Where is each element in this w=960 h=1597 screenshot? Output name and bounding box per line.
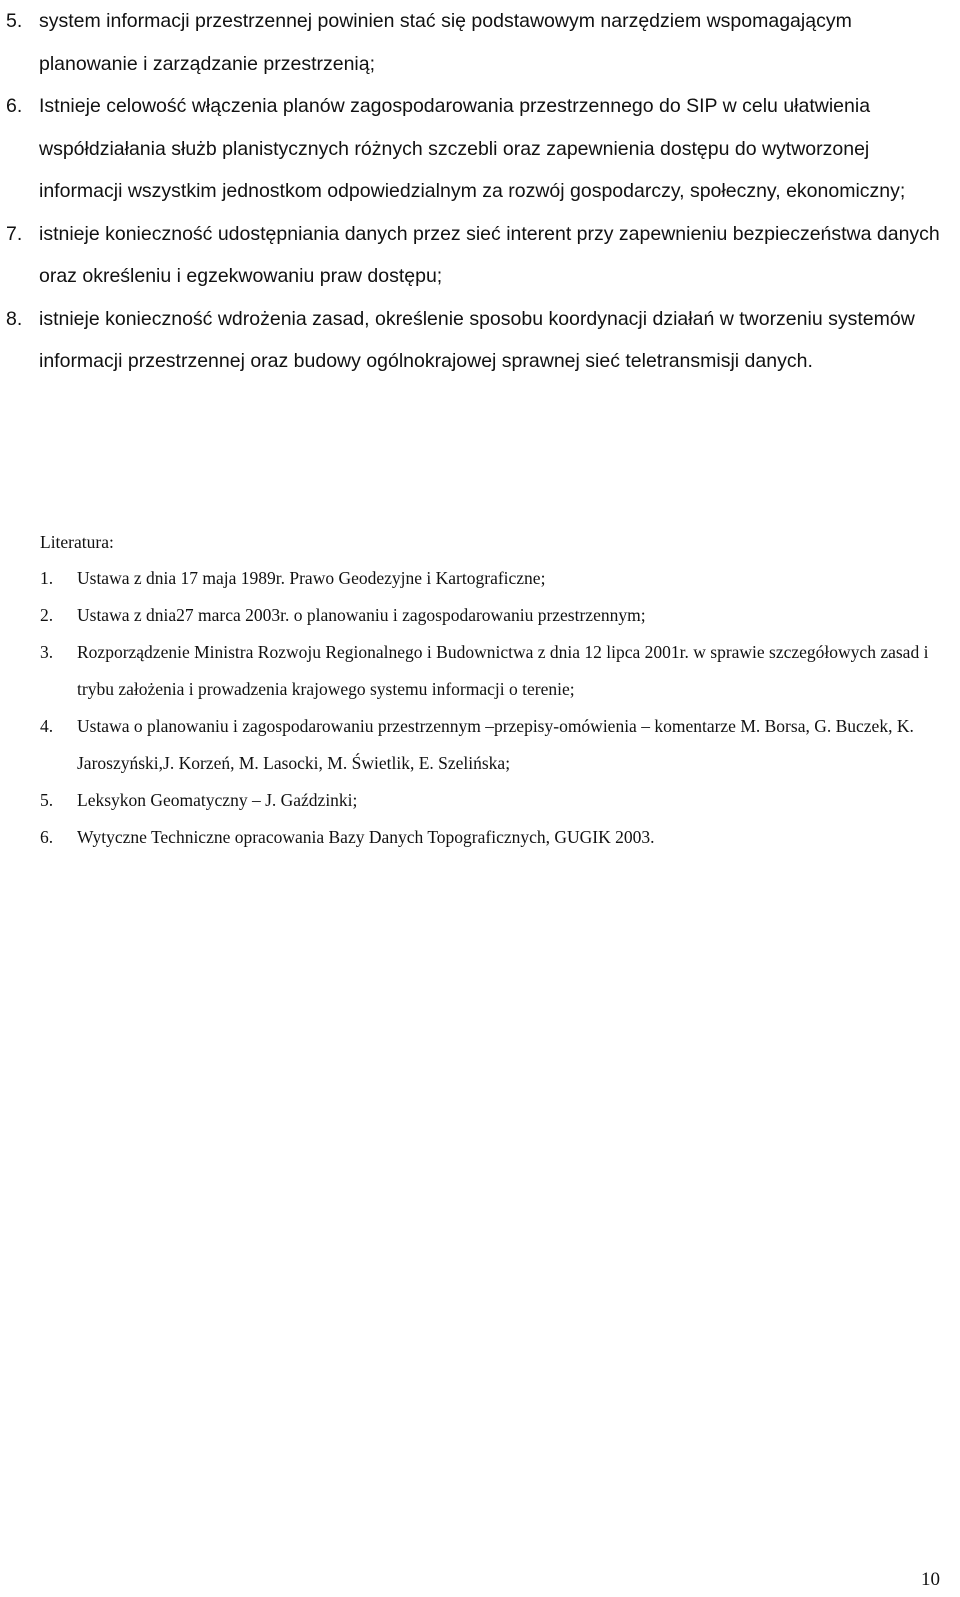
item-number: 5. bbox=[6, 10, 23, 32]
conclusion-item bbox=[6, 213, 940, 298]
literature-item bbox=[40, 560, 930, 597]
item-text: system informacji przestrzennej powinien stać się podstawowym narzędziem wspomagającym planowanie i zarządzanie przestrzenią; bbox=[39, 10, 852, 75]
item-number: 6. bbox=[6, 95, 23, 117]
item-number: 5. bbox=[40, 790, 54, 810]
item-number: 1. bbox=[40, 568, 54, 588]
item-text: Ustawa z dnia 17 maja 1989r. Prawo Geodezyjne i Kartograficzne; bbox=[77, 568, 546, 588]
item-number: 4. bbox=[40, 716, 54, 736]
item-text: Ustawa o planowaniu i zagospodarowaniu przestrzennym –przepisy-omówienia – komentarze M. Borsa, G. Buczek, K. Jaroszyński,J. Korzeń, M. Lasocki, M. Świetlik, E. Szelińska; bbox=[77, 716, 914, 773]
literature-item bbox=[40, 597, 930, 634]
item-number: 7. bbox=[6, 222, 23, 245]
literature-list bbox=[40, 560, 930, 856]
literature-item bbox=[40, 708, 930, 782]
item-number: 3. bbox=[40, 642, 54, 662]
conclusion-item bbox=[6, 0, 940, 85]
page-number: 10 bbox=[921, 1569, 940, 1590]
literature-heading: Literatura: bbox=[40, 532, 114, 552]
literature-item bbox=[40, 819, 930, 856]
item-text: Leksykon Geomatyczny – J. Gaździnki; bbox=[77, 790, 358, 810]
item-text: Istnieje celowość włączenia planów zagospodarowania przestrzennego do SIP w celu ułatwienia współdziałania służb planistycznych różnych szczebli oraz zapewnienia dostępu do wytworzonej informacji wszystkim jednostkom odpowiedzialnym za rozwój gospodarczy, społeczny, ekonomiczny; bbox=[39, 95, 906, 202]
item-text: istnieje konieczność udostępniania danych przez sieć interent przy zapewnieniu bezpieczeństwa danych oraz określeniu i egzekwowaniu praw dostępu; bbox=[39, 222, 940, 287]
item-number: 8. bbox=[6, 307, 23, 330]
item-text: Wytyczne Techniczne opracowania Bazy Danych Topograficznych, GUGIK 2003. bbox=[77, 827, 655, 847]
literature-item bbox=[40, 782, 930, 819]
literature-item bbox=[40, 634, 930, 708]
item-text: istnieje konieczność wdrożenia zasad, określenie sposobu koordynacji działań w tworzeniu systemów informacji przestrzennej oraz budowy ogólnokrajowej sprawnej sieć teletransmisji danych. bbox=[39, 307, 915, 372]
conclusion-item bbox=[6, 85, 940, 213]
conclusions-list bbox=[6, 0, 940, 383]
item-number: 2. bbox=[40, 605, 54, 625]
item-number: 6. bbox=[40, 827, 54, 847]
item-text: Rozporządzenie Ministra Rozwoju Regionalnego i Budownictwa z dnia 12 lipca 2001r. w sprawie szczegółowych zasad i trybu założenia i prowadzenia krajowego systemu informacji o terenie; bbox=[77, 642, 929, 699]
item-text: Ustawa z dnia27 marca 2003r. o planowaniu i zagospodarowaniu przestrzennym; bbox=[77, 605, 646, 625]
conclusion-item bbox=[6, 298, 940, 383]
